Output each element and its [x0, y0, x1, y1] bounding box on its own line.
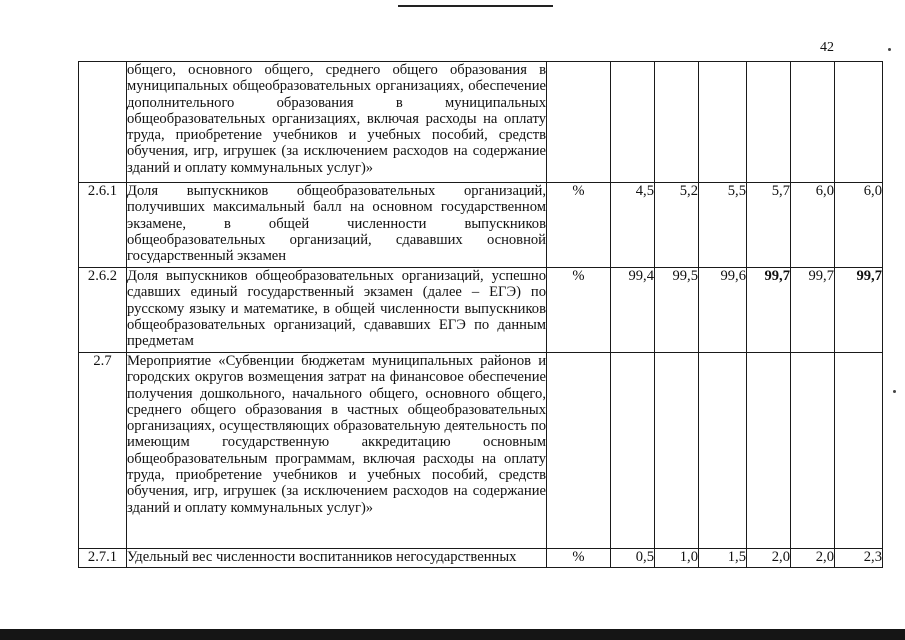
value-cell — [655, 353, 699, 549]
table-row — [79, 62, 883, 183]
value-cell: 99,4 — [611, 268, 655, 353]
value-cell: 99,7 — [747, 268, 791, 353]
value-cell — [699, 353, 747, 549]
value-cell — [791, 353, 835, 549]
value-cell — [611, 353, 655, 549]
value-cell — [835, 353, 883, 549]
value-cell: 1,0 — [655, 549, 699, 568]
table-row — [79, 353, 883, 549]
row-description: Удельный вес численности воспитанников негосударственных — [127, 549, 547, 568]
value-cell: 0,5 — [611, 549, 655, 568]
value-cell: 4,5 — [611, 183, 655, 268]
value-cell — [835, 62, 883, 183]
value-cell: 99,7 — [835, 268, 883, 353]
value-cell — [791, 62, 835, 183]
row-number: 2.7.1 — [79, 549, 127, 568]
scan-edge-bar — [0, 629, 905, 640]
value-cell: 5,2 — [655, 183, 699, 268]
page-number: 42 — [820, 40, 834, 55]
row-number: 2.6.2 — [79, 268, 127, 353]
value-cell: 6,0 — [835, 183, 883, 268]
value-cell: 5,5 — [699, 183, 747, 268]
row-description: Доля выпускников общеобразовательных организаций, успешно сдавших единый государственный экзамен (далее – ЕГЭ) по русскому языку и математике, в общей численности выпускников общеобразовательных организаций, сдававших ЕГЭ по данным предметам — [127, 268, 547, 353]
row-description: Доля выпускников общеобразовательных организаций, получивших максимальный балл на основном государственном экзамене, в общей численности выпускников общеобразовательных организаций, сдававших основной государственный экзамен — [127, 183, 547, 268]
value-cell: 2,0 — [747, 549, 791, 568]
value-cell: 5,7 — [747, 183, 791, 268]
value-cell: 2,0 — [791, 549, 835, 568]
indicators-table — [78, 61, 883, 568]
row-unit: % — [547, 183, 611, 268]
value-cell — [747, 62, 791, 183]
value-cell: 2,3 — [835, 549, 883, 568]
value-cell: 99,7 — [791, 268, 835, 353]
row-number: 2.7 — [79, 353, 127, 549]
row-unit: % — [547, 268, 611, 353]
value-cell: 1,5 — [699, 549, 747, 568]
value-cell: 99,5 — [655, 268, 699, 353]
table-row — [79, 549, 883, 568]
row-number: 2.6.1 — [79, 183, 127, 268]
value-cell: 99,6 — [699, 268, 747, 353]
header-rule — [398, 5, 553, 7]
scan-speck — [893, 390, 896, 393]
row-unit — [547, 353, 611, 549]
row-description: Мероприятие «Субвенции бюджетам муниципальных районов и городских округов возмещения затрат на финансовое обеспечение получения дошкольного, начального общего, основного общего, среднего общего образования в частных общеобразовательных организациях, осуществляющих образовательную деятельность по имеющим государственную аккредитацию основным общеобразовательным программам, включая расходы на оплату труда, приобретение учебников и учебных пособий, средств обучения, игр, игрушек (за исключением расходов на содержание зданий и оплату коммунальных услуг)» — [127, 353, 547, 549]
row-number — [79, 62, 127, 183]
scan-speck — [888, 48, 891, 51]
row-unit: % — [547, 549, 611, 568]
value-cell: 6,0 — [791, 183, 835, 268]
row-unit — [547, 62, 611, 183]
table-row — [79, 268, 883, 353]
value-cell — [699, 62, 747, 183]
value-cell — [747, 353, 791, 549]
row-description: общего, основного общего, среднего общего образования в муниципальных общеобразовательных организациях, обеспечение дополнительного образования в муниципальных общеобразовательных организациях, включая расходы на оплату труда, приобретение учебников и учебных пособий, средств обучения, игр, игрушек (за исключением расходов на содержание зданий и оплату коммунальных услуг)» — [127, 62, 547, 183]
table-row — [79, 183, 883, 268]
value-cell — [655, 62, 699, 183]
value-cell — [611, 62, 655, 183]
